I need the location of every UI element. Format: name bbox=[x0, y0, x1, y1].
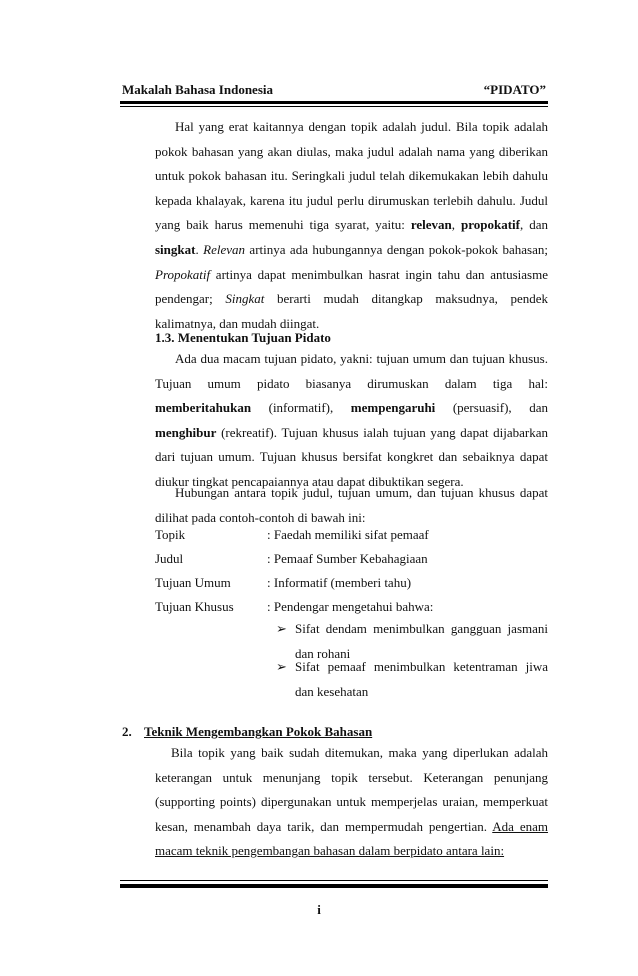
row-value: : Faedah memiliki sifat pemaaf bbox=[267, 527, 429, 542]
term-relevan: relevan bbox=[410, 217, 452, 233]
term-propokatif: propokatif bbox=[461, 217, 520, 233]
term-singkat: singkat bbox=[155, 241, 196, 257]
term-mempengaruhi: mempengaruhi bbox=[350, 400, 436, 416]
arrow-bullet-icon: ➢ bbox=[276, 621, 287, 636]
arrow-bullet-icon: ➢ bbox=[276, 659, 287, 674]
term-relevan-italic: Relevan bbox=[203, 241, 246, 257]
header-title: Makalah Bahasa Indonesia bbox=[122, 82, 273, 97]
term-propokatif-italic: Propokatif bbox=[155, 266, 211, 282]
paragraph-hubungan bbox=[155, 481, 548, 530]
row-key: Judul bbox=[155, 551, 184, 566]
text: Ada dua macam tujuan pidato, yakni: tujuan umum dan tujuan khusus. Tujuan umum pidato biasanya dirumuskan dalam tiga hal: bbox=[155, 351, 548, 391]
footer-rule-thick bbox=[120, 884, 548, 888]
paragraph-judul bbox=[155, 115, 548, 336]
footer-rule-thin bbox=[120, 880, 548, 881]
row-key: Tujuan Khusus bbox=[155, 599, 234, 614]
header-rule-thin bbox=[120, 106, 548, 107]
header-subtitle: “PIDATO” bbox=[483, 82, 546, 97]
term-singkat-italic: Singkat bbox=[225, 291, 265, 307]
page-header bbox=[122, 82, 546, 100]
text: berarti mudah ditangkap maksudnya, pendek kalimatnya, dan mudah diingat. bbox=[155, 291, 548, 331]
text: Hal yang erat kaitannya dengan topik adalah judul. Bila topik adalah pokok bahasan yang akan diulas, maka judul adalah nama yang diberikan untuk pokok bahasan itu. Seringkali judul telah dikemukakan lebih dahulu kepada khalayak, karena itu judul perlu dirumuskan terlebih dahulu. Judul yang baik harus memenuhi tiga syarat, yaitu: bbox=[155, 119, 548, 233]
header-rule-thick bbox=[120, 101, 548, 104]
text: (persuasif), dan bbox=[435, 400, 548, 416]
text: (informatif), bbox=[251, 400, 351, 416]
bullet-text: Sifat dendam menimbulkan gangguan jasmani dan rohani bbox=[295, 621, 548, 661]
section-number-2: 2. bbox=[122, 724, 132, 739]
bullet-item bbox=[276, 655, 548, 704]
row-value: : Informatif (memberi tahu) bbox=[267, 575, 412, 590]
section-heading-2: Teknik Mengembangkan Pokok Bahasan bbox=[144, 724, 373, 739]
term-memberitahukan: memberitahukan bbox=[155, 400, 252, 416]
underlined-text: Ada enam macam teknik pengembangan bahasan dalam berpidato antara lain: bbox=[155, 818, 549, 859]
row-key: Topik bbox=[155, 527, 186, 542]
bullet-text: Sifat pemaaf menimbulkan ketentraman jiwa dan kesehatan bbox=[295, 659, 548, 699]
term-menghibur: menghibur bbox=[155, 424, 217, 440]
text: , bbox=[451, 217, 461, 233]
row-value: : Pendengar mengetahui bahwa: bbox=[267, 599, 434, 614]
text: Hubungan antara topik judul, tujuan umum, dan tujuan khusus dapat dilihat pada contoh-contoh di bawah ini: bbox=[155, 485, 548, 525]
text: (rekreatif). Tujuan khusus ialah tujuan yang dapat dijabarkan dari tujuan umum. Tujuan khusus bersifat kongkret dan sebaiknya dapat diukur tingkat pencapaiannya atau dapat dibuktikan segera. bbox=[155, 424, 548, 489]
row-value: : Pemaaf Sumber Kebahagiaan bbox=[267, 551, 428, 566]
text: Bila topik yang baik sudah ditemukan, maka yang diperlukan adalah keterangan untuk menunjang topik tersebut. Keterangan penunjang (supporting points) dipergunakan untuk memperjelas uraian, memperkuat kesan, menambah daya tarik, dan mempermudah pengertian. bbox=[155, 745, 548, 834]
page-number: i bbox=[317, 902, 321, 917]
text: . bbox=[195, 241, 204, 257]
paragraph-teknik bbox=[155, 741, 548, 864]
section-heading-1-3: 1.3. Menentukan Tujuan Pidato bbox=[155, 330, 331, 345]
row-key: Tujuan Umum bbox=[155, 575, 231, 590]
text: artinya ada hubungannya dengan pokok-pokok bahasan; bbox=[245, 241, 549, 257]
text: , dan bbox=[520, 217, 548, 233]
text: artinya dapat menimbulkan hasrat ingin tahu dan antusiasme pendengar; bbox=[155, 266, 548, 307]
paragraph-tujuan bbox=[155, 347, 548, 495]
